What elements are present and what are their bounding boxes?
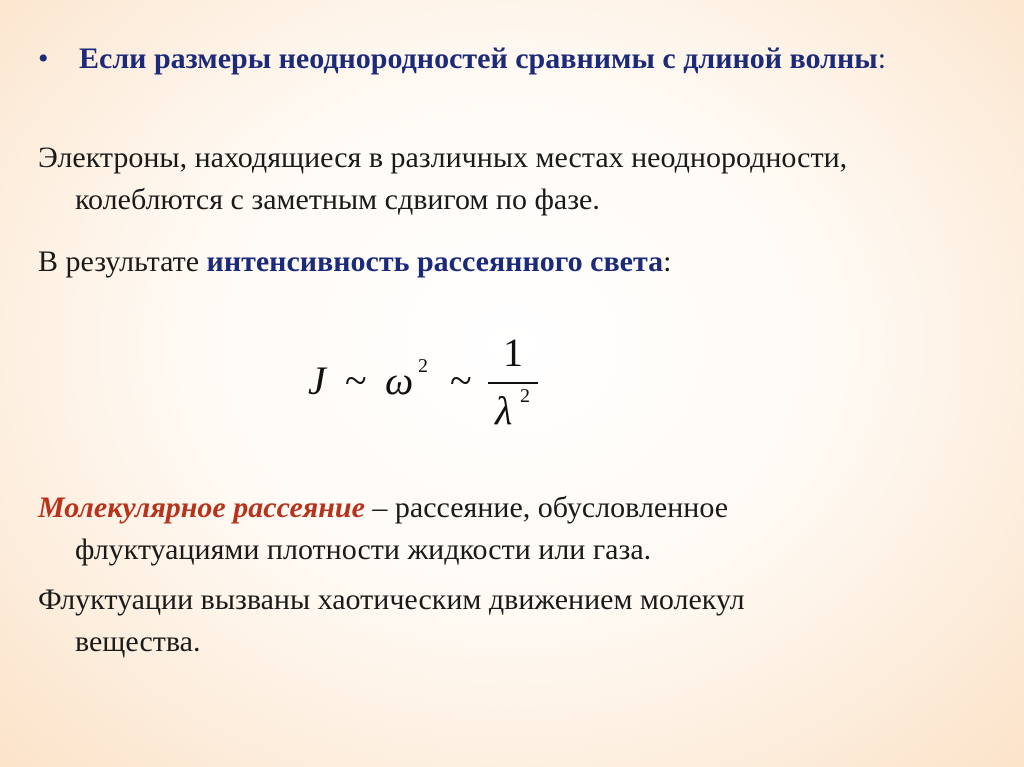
formula-numerator: 1	[503, 330, 523, 375]
formula-j: J	[308, 358, 326, 403]
fluctuations-line2: вещества.	[75, 625, 201, 658]
paragraph-electrons	[38, 137, 978, 221]
paragraph-result	[38, 241, 978, 283]
molecular-scattering-term: Молекулярное рассеяние	[38, 491, 365, 524]
result-prefix: В результате	[38, 245, 207, 278]
fluctuations-line1: Флуктуации вызваны хаотическим движением молекул	[38, 583, 745, 616]
formula-omega: ω	[385, 358, 414, 403]
formula-lambda-exponent: 2	[520, 385, 530, 407]
intensity-formula	[300, 325, 560, 445]
paragraph-fluctuations	[38, 579, 978, 663]
paragraph-electrons-line1: Электроны, находящиеся в различных местах неоднородности,	[38, 141, 848, 174]
formula-tilde-1: ~	[345, 358, 367, 403]
formula-tilde-2: ~	[450, 358, 472, 403]
molecular-scattering-definition: – рассеяние, обусловленное	[364, 491, 729, 524]
formula-lambda: λ	[495, 388, 513, 433]
bullet-text: Если размеры неоднородностей сравнимы с длиной волны:	[79, 42, 887, 75]
molecular-scattering-line2: флуктуациями плотности жидкости или газа.	[75, 533, 652, 566]
intensity-term: интенсивность рассеянного света	[206, 245, 664, 278]
result-suffix: :	[663, 245, 672, 278]
paragraph-electrons-line2: колеблются с заметным сдвигом по фазе.	[75, 183, 600, 216]
bullet-icon: •	[38, 42, 49, 75]
paragraph-molecular-scattering	[38, 487, 978, 571]
bullet-heading	[38, 38, 938, 79]
fraction-bar	[488, 382, 538, 384]
formula-omega-exponent: 2	[418, 355, 428, 377]
